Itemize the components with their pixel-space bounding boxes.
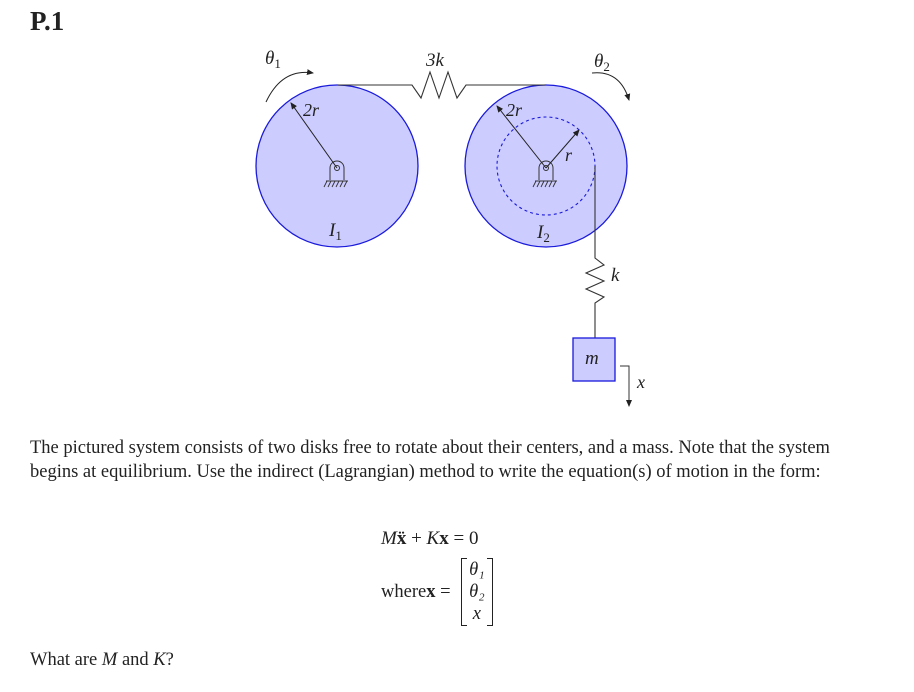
mass-label: m — [585, 348, 599, 369]
theta2-label: $\theta_2$ — [594, 51, 610, 74]
displacement-arrow — [620, 366, 629, 406]
question: What are M and K? — [30, 650, 174, 670]
state-vector-definition: where x = θ₁ θ₂ x — [381, 558, 493, 626]
rotation-arrow-2 — [592, 73, 629, 100]
inertia1-label: $I_1$ — [329, 220, 342, 243]
inertia2-label: $I_2$ — [537, 222, 550, 245]
radius-label-2-inner: r — [565, 145, 573, 165]
state-vector: θ₁ θ₂ x — [461, 558, 493, 626]
spring-3k-label: 3k — [426, 50, 444, 71]
equation-of-motion: Mẍ + Kx = 0 — [381, 528, 479, 549]
problem-statement: The pictured system consists of two disks free to rotate about their centers, and a mass. Note that the system begins at equilibrium. Use the indirect (Lagrangian) method to write the equation(s) of motion in the form: — [30, 438, 830, 482]
displacement-label: x — [637, 372, 645, 392]
problem-label: P.1 — [30, 6, 65, 36]
radius-label-1: 2r — [303, 100, 320, 120]
theta1-label: $\theta_1$ — [265, 48, 281, 71]
spring-k-label: k — [611, 265, 620, 286]
radius-label-2-outer: 2r — [506, 100, 523, 120]
spring-k — [586, 252, 604, 338]
